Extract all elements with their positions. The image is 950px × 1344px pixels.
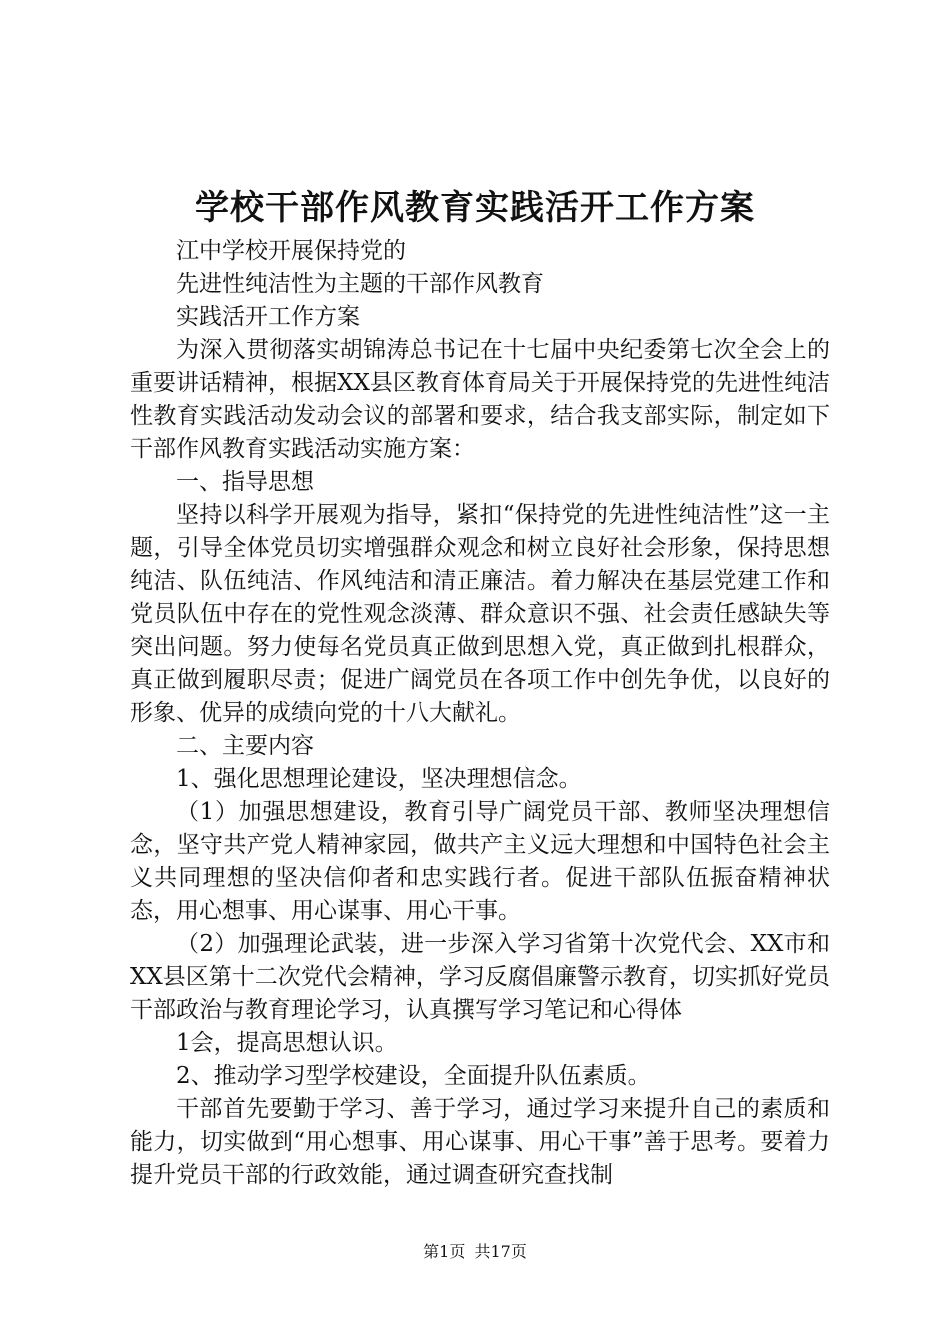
paragraph: 为深入贯彻落实胡锦涛总书记在十七届中央纪委第七次全会上的重要讲话精神，根据XX县区教育体育局关于开展保持党的先进性纯洁性教育实践活动发动会议的部署和要求，结合我支部实际，制定如下干部作风教育实践活动实施方案： [130, 337, 830, 462]
section-heading: 一、指导思想 [176, 469, 314, 495]
page-number: 第1页 [423, 1242, 466, 1261]
paragraph: 先进性纯洁性为主题的干部作风教育 [176, 271, 544, 297]
paragraph: 2、推动学习型学校建设，全面提升队伍素质。 [176, 1063, 651, 1089]
page-total: 共17页 [474, 1242, 527, 1261]
paragraph: 江中学校开展保持党的 [176, 238, 406, 264]
paragraph: 实践活开工作方案 [176, 304, 360, 330]
paragraph: 1会，提高思想认识。 [176, 1030, 398, 1056]
paragraph: （2）加强理论武装，进一步深入学习省第十次党代会、XX市和XX县区第十二次党代会精神，学习反腐倡廉警示教育，切实抓好党员干部政治与教育理论学习，认真撰写学习笔记和心得体 [130, 931, 830, 1023]
page-footer [0, 1240, 950, 1264]
paragraph: 坚持以科学开展观为指导，紧扣“保持党的先进性纯洁性”这一主题，引导全体党员切实增强群众观念和树立良好社会形象，保持思想纯洁、队伍纯洁、作风纯洁和清正廉洁。着力解决在基层党建工作和党员队伍中存在的党性观念淡薄、群众意识不强、社会责任感缺失等突出问题。努力使每名党员真正做到思想入党，真正做到扎根群众，真正做到履职尽责；促进广阔党员在各项工作中创先争优，以良好的形象、优异的成绩向党的十八大献礼。 [130, 502, 830, 726]
section-heading: 二、主要内容 [176, 733, 314, 759]
paragraph: （1）加强思想建设，教育引导广阔党员干部、教师坚决理想信念，坚守共产党人精神家园，做共产主义远大理想和中国特色社会主义共同理想的坚决信仰者和忠实践行者。促进干部队伍振奋精神状态，用心想事、用心谋事、用心干事。 [130, 799, 830, 924]
paragraph: 干部首先要勤于学习、善于学习，通过学习来提升自己的素质和能力，切实做到“用心想事、用心谋事、用心干事”善于思考。要着力提升党员干部的行政效能，通过调查研究查找制 [130, 1096, 830, 1188]
document-title: 学校干部作风教育实践活开工作方案 [195, 188, 755, 228]
document-body [130, 235, 830, 1192]
paragraph: 1、强化思想理论建设，坚决理想信念。 [176, 766, 582, 792]
